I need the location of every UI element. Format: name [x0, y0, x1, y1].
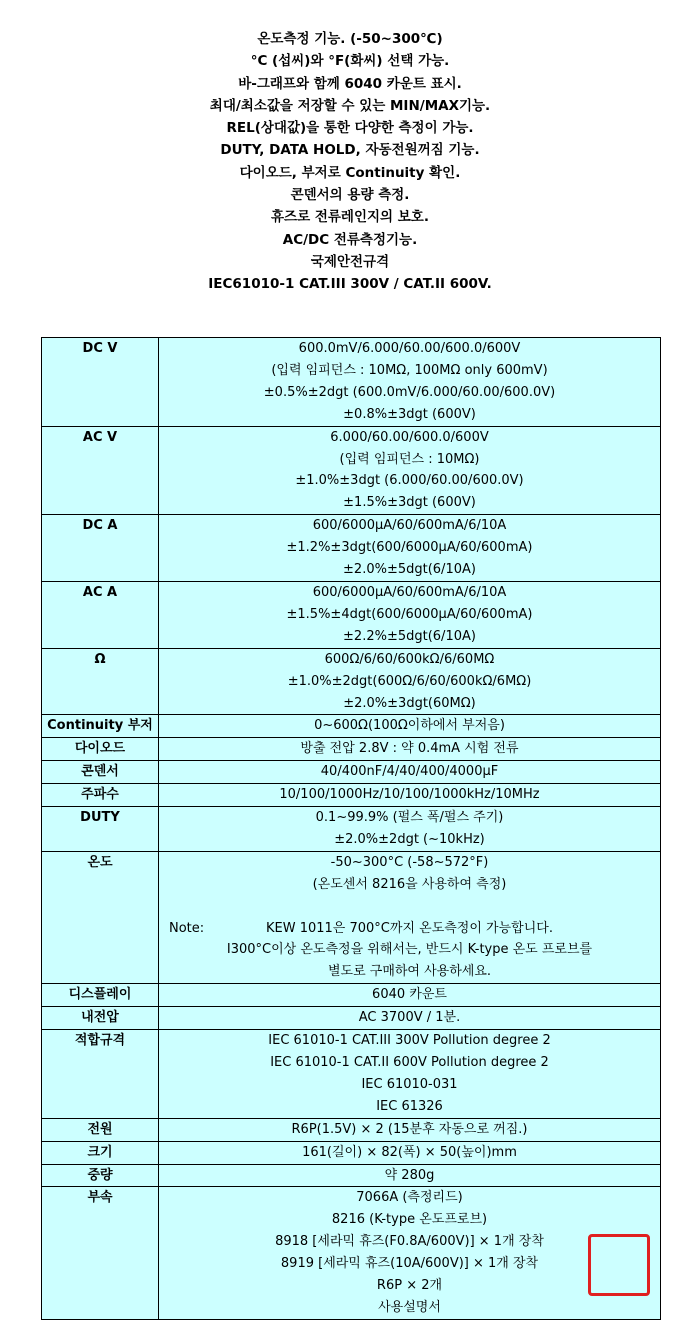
note-label: Note: [169, 920, 205, 936]
spec-label: 콘덴서 [42, 761, 159, 784]
spec-label: DUTY [42, 807, 159, 852]
spec-value-line: R6P × 2개 [376, 1278, 443, 1294]
spec-value-line: IEC 61326 [376, 1098, 443, 1114]
spec-value-line: ±2.2%±5dgt(6/10A) [343, 628, 476, 644]
spec-value-line: AC 3700V / 1분. [358, 1010, 461, 1026]
spec-label: DC A [42, 515, 159, 582]
spec-row-withstand [42, 1007, 661, 1030]
spec-label: 온도 [42, 851, 159, 983]
spec-row-duty [42, 807, 661, 852]
spec-row-weight [42, 1164, 661, 1187]
note-text: I300°C이상 온도측정을 위해서는, 반드시 K-type 온도 프로브를 [226, 942, 593, 958]
spec-row-dc-v [42, 338, 661, 427]
feature-line: IEC61010-1 CAT.III 300V / CAT.II 600V. [208, 276, 492, 293]
spec-value-line: 사용설명서 [378, 1299, 441, 1315]
spec-value-line: (온도센서 8216을 사용하여 측정) [312, 876, 507, 892]
spec-label: 전원 [42, 1118, 159, 1141]
spec-value-line: ±1.5%±4dgt(600/6000µA/60/600mA) [286, 606, 533, 622]
spec-label: Continuity 부저 [42, 715, 159, 738]
spec-value-line: 8918 [세라믹 휴즈(F0.8A/600V)] × 1개 장착 [275, 1234, 544, 1250]
spec-value [159, 738, 661, 761]
spec-value-line: IEC 61010-1 CAT.II 600V Pollution degree 2 [270, 1054, 549, 1070]
spec-row-continuity [42, 715, 661, 738]
feature-line: DUTY, DATA HOLD, 자동전원꺼짐 기능. [220, 142, 480, 159]
spec-label: Ω [42, 648, 159, 715]
spec-value [159, 338, 661, 427]
feature-line: 최대/최소값을 저장할 수 있는 MIN/MAX기능. [209, 97, 491, 114]
spec-row-ac-v [42, 426, 661, 515]
note-text: 별도로 구매하여 사용하세요. [327, 964, 492, 980]
spec-row-display [42, 984, 661, 1007]
feature-line: 다이오드, 부저로 Continuity 확인. [239, 164, 461, 181]
spec-value [159, 1164, 661, 1187]
spec-table [41, 337, 661, 1320]
spec-label: 내전압 [42, 1007, 159, 1030]
spec-row-size [42, 1141, 661, 1164]
spec-value-line: 600/6000µA/60/600mA/6/10A [312, 584, 507, 600]
spec-row-accessories [42, 1187, 661, 1319]
spec-value-line: 600.0mV/6.000/60.00/600.0/600V [298, 341, 521, 356]
spec-value [159, 761, 661, 784]
spec-label: 다이오드 [42, 738, 159, 761]
feature-line: AC/DC 전류측정기능. [282, 231, 418, 248]
spec-value-line: ±1.5%±3dgt (600V) [343, 495, 476, 511]
spec-value-line: ±2.0%±5dgt(6/10A) [343, 562, 476, 578]
spec-value [159, 1030, 661, 1119]
spec-value-line: IEC 61010-1 CAT.III 300V Pollution degree 2 [268, 1033, 551, 1049]
spec-value-line: ±1.2%±3dgt(600/6000µA/60/600mA) [286, 540, 533, 556]
spec-label: 주파수 [42, 784, 159, 807]
spec-value-line: (입력 임피던스 : 10MΩ) [339, 451, 480, 467]
spec-value [159, 715, 661, 738]
spec-value [159, 851, 661, 983]
feature-line: REL(상대값)을 통한 다양한 측정이 가능. [226, 120, 474, 137]
spacer [159, 896, 660, 918]
spec-label: AC A [42, 581, 159, 648]
spec-value [159, 1187, 661, 1319]
spec-value-line: 7066A (측정리드) [356, 1190, 463, 1206]
spec-value-line: 40/400nF/4/40/400/4000µF [320, 764, 499, 780]
spec-label: DC V [42, 338, 159, 427]
spec-value [159, 984, 661, 1007]
spec-value-line: -50~300°C (-58~572°F) [330, 854, 489, 870]
feature-line: 휴즈로 전류레인지의 보호. [271, 209, 429, 226]
spec-value-line: 8919 [세라믹 휴즈(10A/600V)] × 1개 장착 [280, 1256, 539, 1272]
spec-value-line: ±1.0%±2dgt(600Ω/6/60/600kΩ/6MΩ) [287, 673, 532, 689]
spec-label: AC V [42, 426, 159, 515]
spec-value-line: ±2.0%±2dgt (~10kHz) [334, 831, 485, 847]
spec-row-diode [42, 738, 661, 761]
spec-row-dc-a [42, 515, 661, 582]
feature-line: °C (섭씨)와 °F(화씨) 선택 가능. [250, 53, 450, 70]
spec-row-ohm [42, 648, 661, 715]
spec-row-capacitor [42, 761, 661, 784]
spec-value [159, 515, 661, 582]
spec-value-line: R6P(1.5V) × 2 (15분후 자동으로 꺼짐.) [291, 1121, 528, 1137]
spec-value [159, 1007, 661, 1030]
spec-value-line: 10/100/1000Hz/10/100/1000kHz/10MHz [279, 787, 540, 803]
spec-label: 부속 [42, 1187, 159, 1319]
spec-value-line: 161(길이) × 82(폭) × 50(높이)mm [302, 1144, 517, 1160]
spec-label: 중량 [42, 1164, 159, 1187]
spec-value-line: ±0.5%±2dgt (600.0mV/6.000/60.00/600.0V) [263, 384, 556, 400]
spec-value [159, 426, 661, 515]
spec-label: 적합규격 [42, 1030, 159, 1119]
note-line [159, 918, 660, 940]
spec-value-line: 600/6000µA/60/600mA/6/10A [312, 518, 507, 534]
spec-value [159, 648, 661, 715]
note-text: KEW 1011은 700°C까지 온도측정이 가능합니다. [266, 920, 553, 936]
highlight-box [588, 1234, 650, 1296]
spec-label: 크기 [42, 1141, 159, 1164]
spec-row-temperature [42, 851, 661, 983]
spec-row-frequency [42, 784, 661, 807]
spec-value [159, 784, 661, 807]
spec-value-line: ±0.8%±3dgt (600V) [343, 406, 476, 422]
spec-value-line: ±1.0%±3dgt (6.000/60.00/600.0V) [295, 473, 524, 489]
spec-row-standards [42, 1030, 661, 1119]
spec-value-line: 600Ω/6/60/600kΩ/6/60MΩ [324, 651, 495, 667]
feature-list [0, 28, 700, 296]
spec-value-line: ±2.0%±3dgt(60MΩ) [343, 695, 476, 711]
spec-value [159, 1141, 661, 1164]
feature-line: 콘덴서의 용량 측정. [290, 187, 410, 204]
feature-line: 바-그래프와 함께 6040 카운트 표시. [238, 75, 462, 92]
feature-line: 온도측정 기능. (-50~300℃) [257, 31, 443, 47]
spec-row-ac-a [42, 581, 661, 648]
spec-value-line: (입력 임피던스 : 10MΩ, 100MΩ only 600mV) [271, 362, 548, 378]
spec-row-power [42, 1118, 661, 1141]
spec-label: 디스플레이 [42, 984, 159, 1007]
spec-value-line: 0~600Ω(100Ω이하에서 부저음) [314, 718, 505, 734]
feature-line: 국제안전규격 [310, 253, 390, 270]
spec-value-line: 6.000/60.00/600.0/600V [330, 429, 489, 445]
spec-value [159, 581, 661, 648]
spec-value-line: IEC 61010-031 [361, 1076, 458, 1092]
spec-value-line: 8216 (K-type 온도프로브) [331, 1212, 488, 1228]
spec-value [159, 1118, 661, 1141]
spec-value-line: 0.1~99.9% (펄스 폭/펄스 주기) [315, 810, 504, 826]
spec-value-line: 약 280g [384, 1167, 435, 1183]
spec-value-line: 방출 전압 2.8V : 약 0.4mA 시험 전류 [300, 741, 519, 757]
spec-value [159, 807, 661, 852]
spec-value-line: 6040 카운트 [372, 987, 447, 1003]
